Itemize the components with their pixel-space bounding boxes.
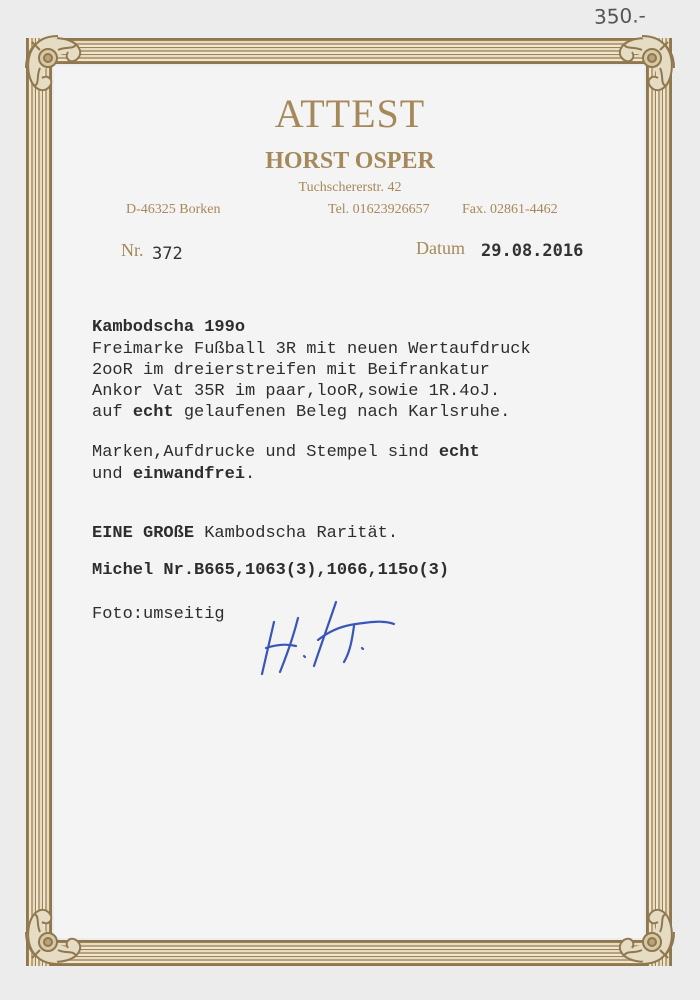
text-segment: und bbox=[92, 465, 133, 484]
frame-border-top bbox=[26, 38, 672, 64]
photo-note: Foto:umseitig bbox=[92, 605, 225, 624]
text-segment: Kambodscha Rarität. bbox=[194, 524, 399, 543]
verdict-line-2 bbox=[92, 464, 255, 485]
rarity-line bbox=[92, 523, 398, 544]
text-segment: gelaufenen Beleg nach Karlsruhe. bbox=[173, 403, 511, 422]
handwritten-signature bbox=[258, 600, 398, 680]
catalogue-numbers: Michel Nr.B665,1063(3),1066,115o(3) bbox=[92, 561, 450, 580]
certificate-title: ATTEST bbox=[274, 91, 426, 136]
text-emphasis: einwandfrei bbox=[132, 465, 246, 484]
handwritten-price-note: 350.- bbox=[593, 3, 647, 29]
verdict-line-1 bbox=[92, 442, 480, 463]
item-heading: Kambodscha 199o bbox=[92, 318, 246, 337]
text-segment: auf bbox=[92, 403, 133, 422]
text-emphasis: EINE GROßE bbox=[92, 524, 195, 543]
text-emphasis: echt bbox=[132, 403, 174, 422]
ornament-corner-icon bbox=[604, 894, 682, 972]
expert-city: D-46325 Borken bbox=[126, 202, 221, 217]
expert-phone: Tel. 01623926657 bbox=[328, 202, 430, 217]
frame-border-right bbox=[646, 38, 672, 966]
expert-fax: Fax. 02861-4462 bbox=[462, 202, 558, 217]
certificate-paper bbox=[54, 66, 644, 938]
expert-street: Tuchschererstr. 42 bbox=[298, 180, 402, 195]
description-line-3: Ankor Vat 35R im paar,looR,sowie 1R.4oJ. bbox=[92, 382, 501, 401]
number-label: Nr. bbox=[121, 240, 144, 260]
certificate-date: 29.08.2016 bbox=[481, 241, 584, 261]
description-line-1: Freimarke Fußball 3R mit neuen Wertaufdruck bbox=[92, 340, 531, 359]
description-line-4 bbox=[92, 402, 510, 423]
certificate-number: 372 bbox=[152, 244, 183, 264]
frame-border-bottom bbox=[26, 940, 672, 966]
text-segment: . bbox=[245, 465, 256, 484]
expert-name: HORST OSPER bbox=[265, 148, 435, 174]
date-label: Datum bbox=[416, 238, 465, 258]
description-line-2: 2ooR im dreierstreifen mit Beifrankatur bbox=[92, 361, 490, 380]
text-emphasis: echt bbox=[438, 443, 480, 462]
frame-border-left bbox=[26, 38, 52, 966]
ornament-corner-icon bbox=[18, 894, 96, 972]
text-segment: Marken,Aufdrucke und Stempel sind bbox=[92, 443, 439, 462]
